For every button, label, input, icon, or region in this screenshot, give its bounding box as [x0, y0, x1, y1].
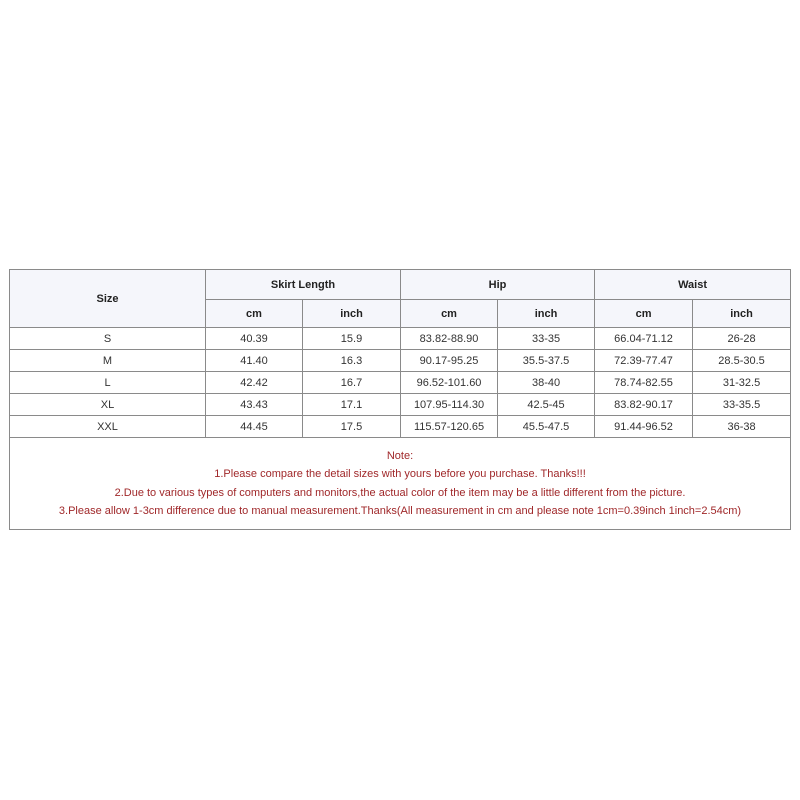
- hip-cm-cell: 96.52-101.60: [401, 372, 498, 394]
- waist-inch-header: inch: [693, 300, 791, 328]
- waist-inch-cell: 26-28: [693, 328, 791, 350]
- waist-inch-cell: 33-35.5: [693, 394, 791, 416]
- waist-cm-cell: 72.39-77.47: [595, 350, 693, 372]
- note-line-3: 3.Please allow 1-3cm difference due to manual measurement.Thanks(All measurement in cm and please note 1cm=0.39inch 1inch=2.54cm): [58, 505, 742, 517]
- hip-inch-cell: 38-40: [498, 372, 595, 394]
- notes-row: [10, 438, 791, 530]
- skirt-length-inch-cell: 16.7: [303, 372, 401, 394]
- size-chart-table: [9, 269, 791, 530]
- waist-cm-cell: 91.44-96.52: [595, 416, 693, 438]
- hip-inch-cell: 35.5-37.5: [498, 350, 595, 372]
- waist-header: Waist: [595, 270, 791, 300]
- hip-inch-cell: 33-35: [498, 328, 595, 350]
- note-line-1: 1.Please compare the detail sizes with yours before you purchase. Thanks!!!: [214, 468, 586, 480]
- waist-cm-header: cm: [595, 300, 693, 328]
- size-cell: M: [10, 350, 206, 372]
- skirt-length-inch-header: inch: [303, 300, 401, 328]
- hip-cm-cell: 115.57-120.65: [401, 416, 498, 438]
- hip-inch-header: inch: [498, 300, 595, 328]
- note-line-2: 2.Due to various types of computers and monitors,the actual color of the item may be a little different from the picture.: [114, 486, 686, 499]
- waist-inch-cell: 28.5-30.5: [693, 350, 791, 372]
- hip-cm-cell: 90.17-95.25: [401, 350, 498, 372]
- skirt-length-inch-cell: 17.1: [303, 394, 401, 416]
- table-row: [10, 394, 791, 416]
- waist-cm-cell: 66.04-71.12: [595, 328, 693, 350]
- size-cell: L: [10, 372, 206, 394]
- note-title: Note:: [386, 449, 414, 462]
- skirt-length-cm-header: cm: [206, 300, 303, 328]
- skirt-length-cm-cell: 42.42: [206, 372, 303, 394]
- waist-inch-cell: 31-32.5: [693, 372, 791, 394]
- hip-cm-cell: 83.82-88.90: [401, 328, 498, 350]
- skirt-length-cm-cell: 43.43: [206, 394, 303, 416]
- skirt-length-header: Skirt Length: [206, 270, 401, 300]
- waist-cm-cell: 78.74-82.55: [595, 372, 693, 394]
- table-row: [10, 350, 791, 372]
- size-header: Size: [10, 270, 206, 328]
- skirt-length-inch-cell: 16.3: [303, 350, 401, 372]
- skirt-length-inch-cell: 17.5: [303, 416, 401, 438]
- skirt-length-inch-cell: 15.9: [303, 328, 401, 350]
- table-row: [10, 372, 791, 394]
- size-cell: XXL: [10, 416, 206, 438]
- skirt-length-cm-cell: 44.45: [206, 416, 303, 438]
- table-row: [10, 328, 791, 350]
- waist-cm-cell: 83.82-90.17: [595, 394, 693, 416]
- size-cell: S: [10, 328, 206, 350]
- skirt-length-cm-cell: 40.39: [206, 328, 303, 350]
- table-row: [10, 416, 791, 438]
- skirt-length-cm-cell: 41.40: [206, 350, 303, 372]
- waist-inch-cell: 36-38: [693, 416, 791, 438]
- hip-inch-cell: 42.5-45: [498, 394, 595, 416]
- size-cell: XL: [10, 394, 206, 416]
- hip-cm-header: cm: [401, 300, 498, 328]
- notes-section: [10, 438, 791, 530]
- hip-inch-cell: 45.5-47.5: [498, 416, 595, 438]
- group-header-row: [10, 270, 791, 300]
- hip-header: Hip: [401, 270, 595, 300]
- hip-cm-cell: 107.95-114.30: [401, 394, 498, 416]
